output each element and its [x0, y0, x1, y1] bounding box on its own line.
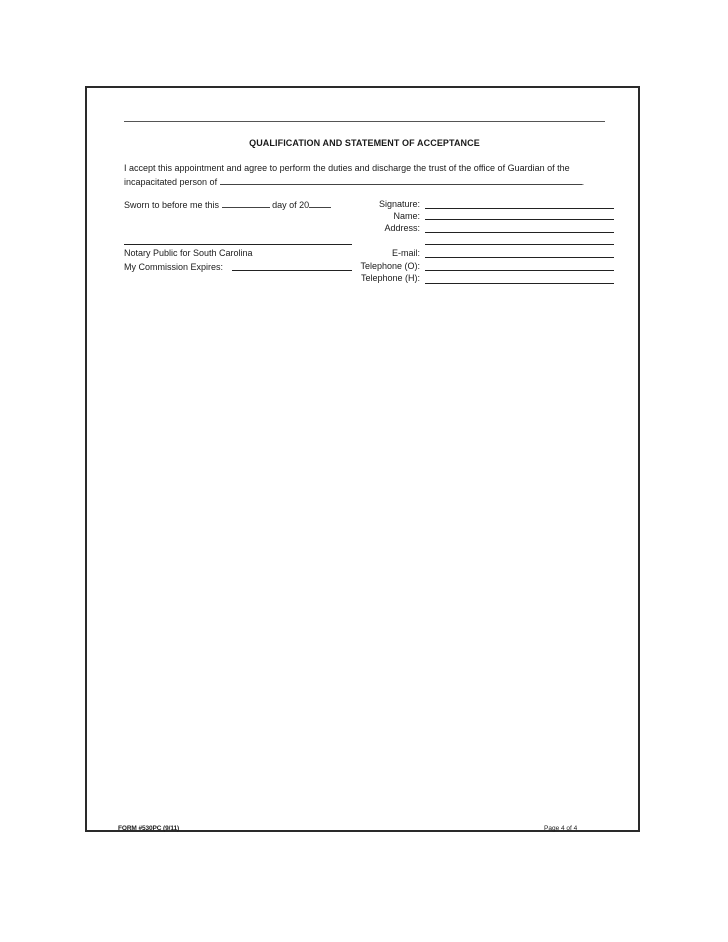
form-heading: QUALIFICATION AND STATEMENT OF ACCEPTANCE: [249, 138, 480, 148]
notary-label: Notary Public for South Carolina: [124, 248, 253, 258]
sworn-day-blank[interactable]: [222, 199, 270, 208]
incapacitated-person-label: incapacitated person of: [124, 177, 218, 187]
page-frame: [85, 86, 640, 832]
telephone-home-label: Telephone (H):: [360, 273, 420, 283]
sworn-day-of-label: day of 20: [272, 200, 310, 210]
acceptance-paragraph-line1: I accept this appointment and agree to perform the duties and discharge the trust of the office of Guardian of the: [124, 163, 570, 173]
top-rule: [124, 121, 605, 122]
form-number: FORM #530PC (9/11): [118, 825, 180, 832]
incapacitated-person-blank[interactable]: [220, 176, 582, 185]
signature-label: Signature:: [378, 199, 420, 209]
address-label: Address:: [384, 223, 420, 233]
sworn-label: Sworn to before me this: [124, 200, 220, 210]
address-field-line2[interactable]: [425, 244, 614, 245]
telephone-office-label: Telephone (O):: [360, 261, 420, 271]
sworn-line: [124, 199, 331, 211]
acceptance-paragraph-line2: [124, 176, 584, 188]
telephone-office-field[interactable]: [425, 270, 614, 271]
signature-field[interactable]: [425, 208, 614, 209]
telephone-home-field[interactable]: [425, 283, 614, 284]
page-number: Page 4 of 4: [544, 825, 578, 832]
email-field[interactable]: [425, 257, 614, 258]
notary-signature-line[interactable]: [124, 244, 352, 245]
commission-label: My Commission Expires:: [124, 262, 224, 272]
name-field[interactable]: [425, 219, 614, 220]
email-label: E-mail:: [391, 248, 420, 258]
paragraph-period: .: [581, 177, 585, 187]
name-label: Name:: [393, 211, 420, 221]
address-field-line1[interactable]: [425, 232, 614, 233]
